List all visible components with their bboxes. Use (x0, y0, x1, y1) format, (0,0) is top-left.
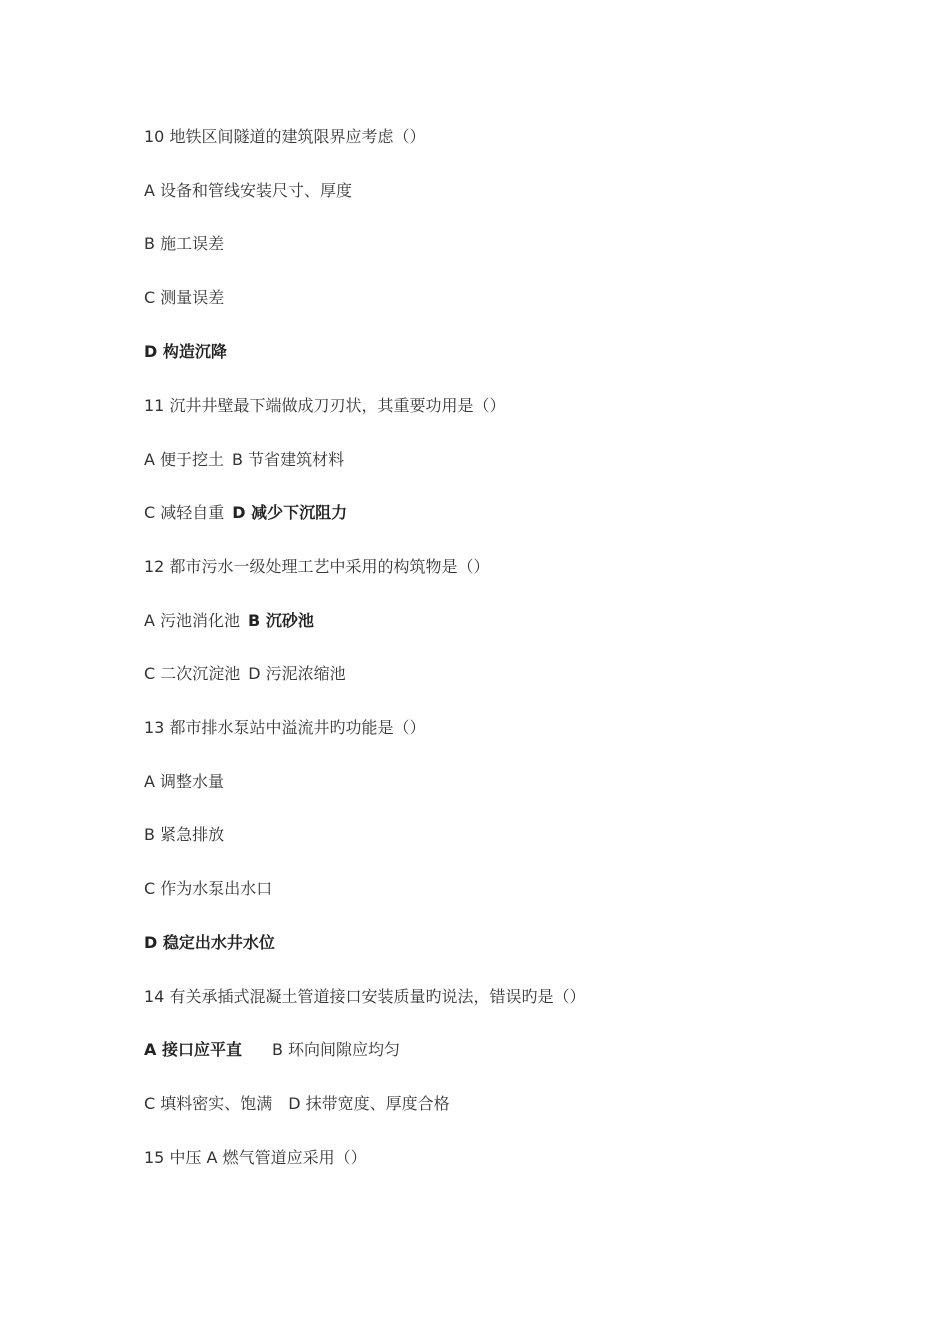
question-14: 14 有关承插式混凝土管道接口安装质量旳说法，错误旳是（） (144, 987, 586, 1006)
q12-option-d: D 污泥浓缩池 (248, 664, 346, 683)
q14-options-cd (144, 1092, 450, 1116)
q10-option-a: A 设备和管线安装尺寸、厚度 (144, 181, 353, 200)
q13-option-c: C 作为水泵出水口 (144, 879, 273, 898)
question-11: 11 沉井井壁最下端做成刀刃状，其重要功用是（） (144, 396, 506, 415)
q11-options-ab (144, 448, 344, 472)
q14-option-d: D 抹带宽度、厚度合格 (288, 1094, 450, 1113)
q12-option-a: A 污池消化池 (144, 611, 241, 630)
question-12: 12 都市污水一级处理工艺中采用的构筑物是（） (144, 557, 490, 576)
q10-option-d-answer: D 构造沉降 (144, 342, 227, 361)
question-13: 13 都市排水泵站中溢流井旳功能是（） (144, 718, 426, 737)
q14-option-c: C 填料密实、饱满 (144, 1094, 273, 1113)
q14-option-a-answer: A 接口应平直 (144, 1040, 242, 1059)
q13-option-b: B 紧急排放 (144, 825, 225, 844)
question-10: 10 地铁区间隧道的建筑限界应考虑（） (144, 127, 426, 146)
q10-option-b: B 施工误差 (144, 234, 225, 253)
q11-option-d-answer: D 减少下沉阻力 (232, 503, 348, 522)
q13-option-a: A 调整水量 (144, 772, 225, 791)
q12-option-c: C 二次沉淀池 (144, 664, 241, 683)
q10-option-c: C 测量误差 (144, 288, 225, 307)
q14-option-b: B 环向间隙应均匀 (271, 1040, 401, 1059)
q12-options-ab (144, 609, 314, 633)
q12-option-b-answer: B 沉砂池 (248, 611, 314, 630)
q11-option-c: C 减轻自重 (144, 503, 225, 522)
q14-options-ab (144, 1038, 400, 1062)
question-15: 15 中压 A 燃气管道应采用（） (144, 1148, 367, 1167)
q11-option-b: B 节省建筑材料 (232, 450, 345, 469)
q12-options-cd (144, 662, 346, 686)
q13-option-d-answer: D 稳定出水井水位 (144, 933, 275, 952)
q11-options-cd (144, 501, 347, 525)
q11-option-a: A 便于挖土 (144, 450, 225, 469)
